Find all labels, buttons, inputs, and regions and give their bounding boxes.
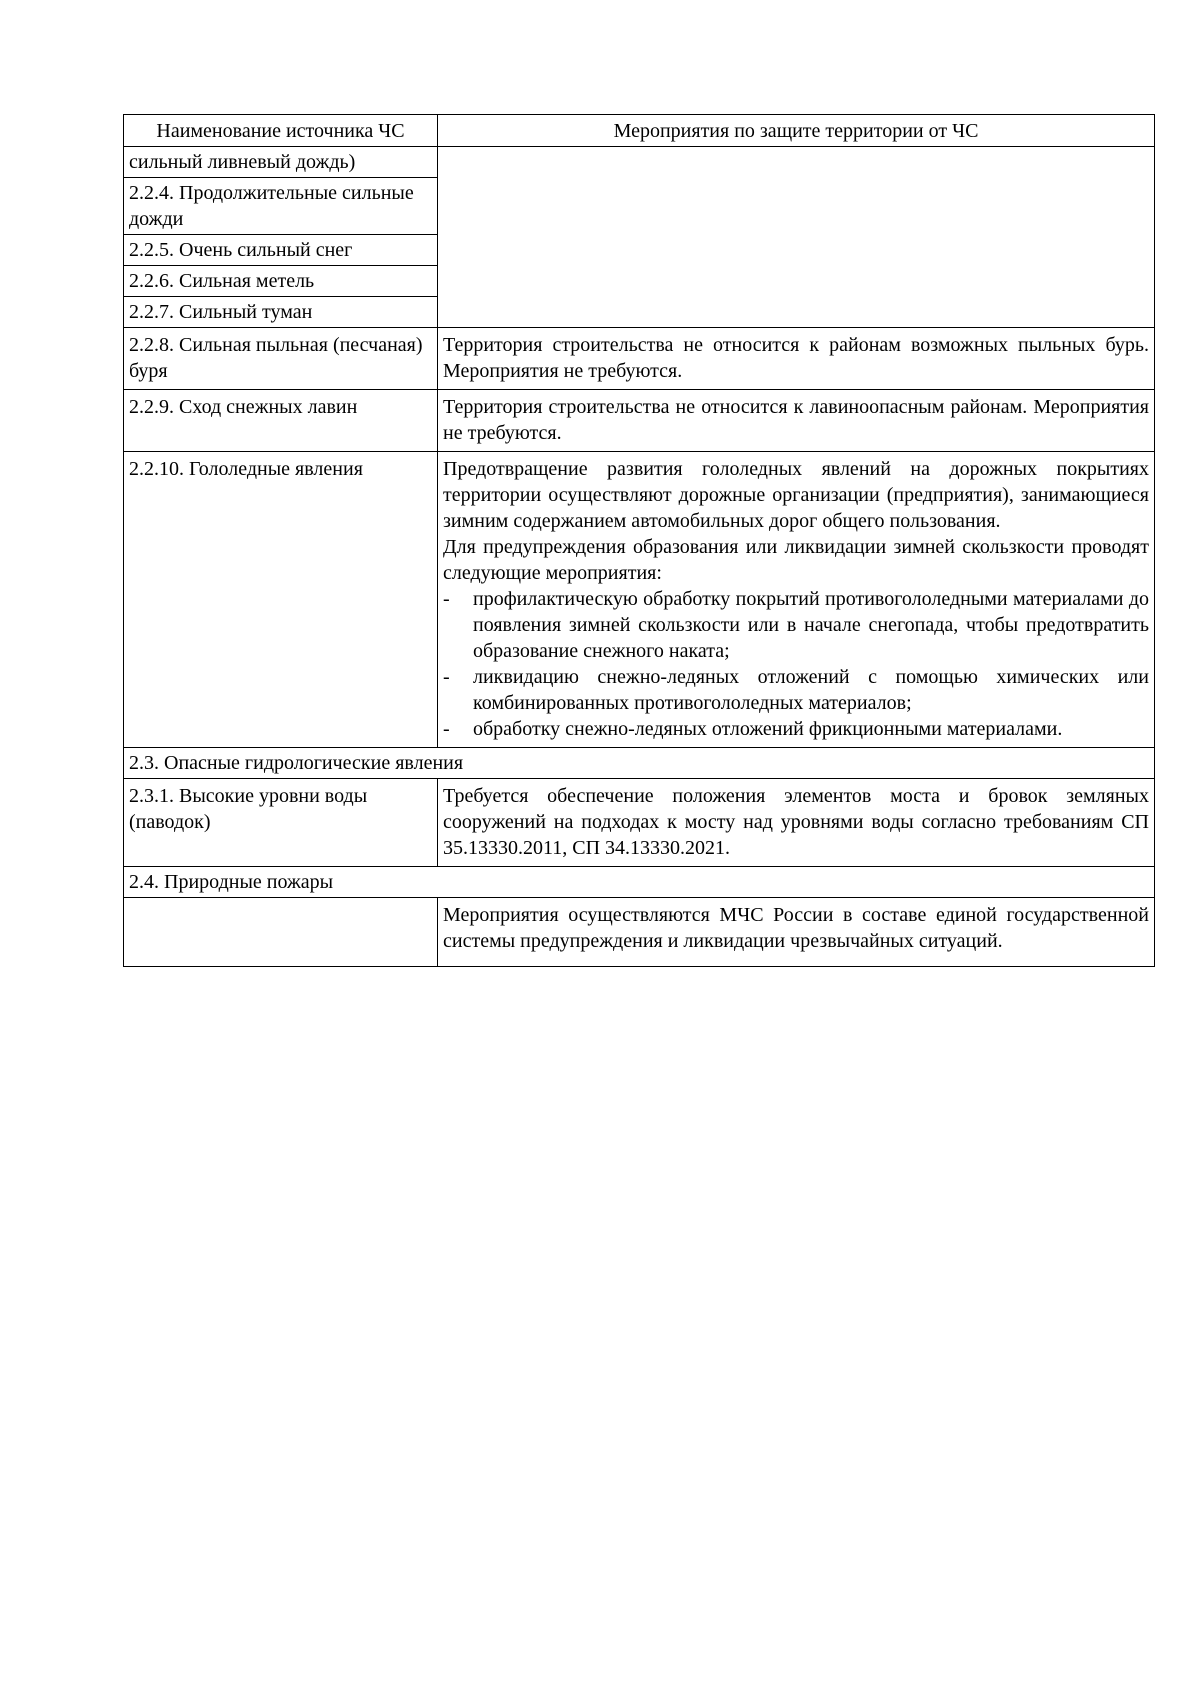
source-cell-2-2-9: 2.2.9. Сход снежных лавин bbox=[124, 390, 438, 452]
table-section-row bbox=[124, 748, 1155, 779]
table-row bbox=[124, 452, 1155, 748]
measures-cell-2-2-10 bbox=[438, 452, 1155, 748]
bullet-text: ликвидацию снежно-ледяных отложений с помощью химических или комбинированных противогололедных материалов; bbox=[473, 666, 1149, 714]
measures-cell-2-3-1: Требуется обеспечение положения элементов моста и бровок земляных сооружений на подходах к мосту над уровнями воды согласно требованиям СП 35.13330.2011, СП 34.13330.2021. bbox=[438, 779, 1155, 867]
table-row bbox=[124, 328, 1155, 390]
source-cell-2-3-1: 2.3.1. Высокие уровни воды (паводок) bbox=[124, 779, 438, 867]
section-heading-2-3: 2.3. Опасные гидрологические явления bbox=[124, 748, 1155, 779]
source-cell-2-4-empty bbox=[124, 898, 438, 967]
measures-cell-weather-empty bbox=[438, 147, 1155, 328]
measures-cell-2-2-8: Территория строительства не относится к районам возможных пыльных бурь. Мероприятия не требуются. bbox=[438, 328, 1155, 390]
header-source-name: Наименование источника ЧС bbox=[124, 115, 438, 147]
source-cell-rain-continuation: сильный ливневый дождь) bbox=[124, 147, 438, 178]
bullet-text: обработку снежно-ледяных отложений фрикционными материалами. bbox=[473, 718, 1063, 740]
table-header-row bbox=[124, 115, 1155, 147]
table-row bbox=[124, 898, 1155, 967]
measures-cell-2-4: Мероприятия осуществляются МЧС России в составе единой государственной системы предупреждения и ликвидации чрезвычайных ситуаций. bbox=[438, 898, 1155, 967]
emergency-measures-table bbox=[123, 114, 1155, 967]
source-cell-2-2-10: 2.2.10. Гололедные явления bbox=[124, 452, 438, 748]
section-heading-2-4: 2.4. Природные пожары bbox=[124, 867, 1155, 898]
source-cell-2-2-7: 2.2.7. Сильный туман bbox=[124, 297, 438, 328]
measures-paragraph-1: Предотвращение развития гололедных явлений на дорожных покрытиях территории осуществляют дорожные организации (предприятия), занимающиеся зимним содержанием автомобильных дорог общего пользования. bbox=[443, 458, 1149, 532]
measures-bullet-item bbox=[443, 664, 1149, 716]
header-protection-measures: Мероприятия по защите территории от ЧС bbox=[438, 115, 1155, 147]
table-row bbox=[124, 147, 1155, 178]
bullet-text: профилактическую обработку покрытий противогололедными материалами до появления зимней скользкости или в начале снегопада, чтобы предотвратить образование снежного наката; bbox=[473, 588, 1149, 662]
table-row bbox=[124, 390, 1155, 452]
bullet-dash: - bbox=[443, 588, 450, 610]
table-row bbox=[124, 779, 1155, 867]
source-cell-2-2-6: 2.2.6. Сильная метель bbox=[124, 266, 438, 297]
measures-cell-2-2-9: Территория строительства не относится к лавиноопасным районам. Мероприятия не требуются. bbox=[438, 390, 1155, 452]
measures-bullet-item bbox=[443, 586, 1149, 664]
source-cell-2-2-5: 2.2.5. Очень сильный снег bbox=[124, 235, 438, 266]
source-cell-2-2-8: 2.2.8. Сильная пыльная (песчаная) буря bbox=[124, 328, 438, 390]
table-section-row bbox=[124, 867, 1155, 898]
measures-paragraph-2: Для предупреждения образования или ликвидации зимней скользкости проводят следующие мероприятия: bbox=[443, 536, 1149, 584]
bullet-dash: - bbox=[443, 718, 450, 740]
bullet-dash: - bbox=[443, 666, 450, 688]
source-cell-2-2-4: 2.2.4. Продолжительные сильные дожди bbox=[124, 178, 438, 235]
measures-bullet-item bbox=[443, 716, 1149, 742]
